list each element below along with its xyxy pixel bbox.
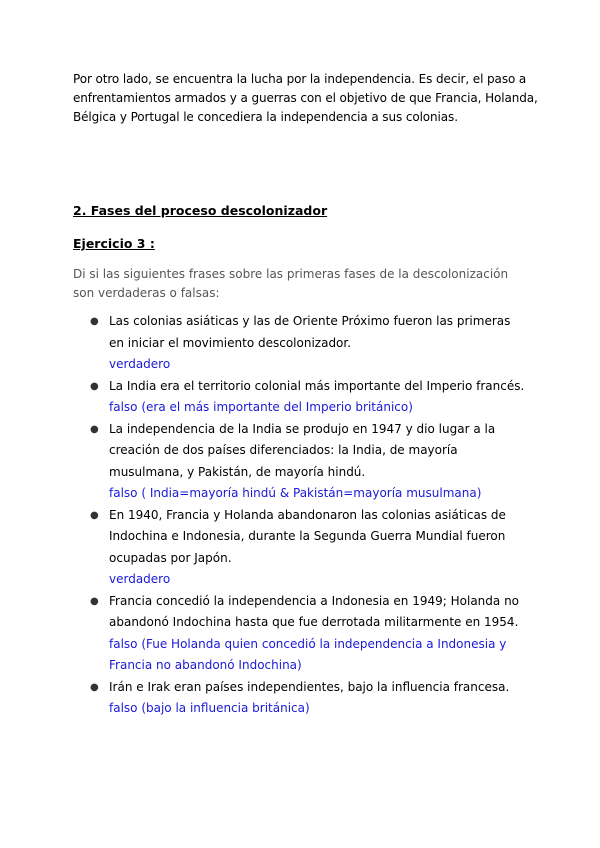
intro-paragraph: Por otro lado, se encuentra la lucha por la independencia. Es decir, el paso a enfrentamientos armados y a guerras con el objetivo de que Francia, Holanda, Bélgica y Portugal le concediera la independencia a sus colonias. bbox=[73, 72, 538, 124]
list-item bbox=[90, 376, 529, 419]
list-item bbox=[90, 311, 529, 376]
list-item bbox=[90, 677, 529, 720]
bullet-icon: ● bbox=[90, 423, 99, 435]
statement-text: La independencia de la India se produjo en 1947 y dio lugar a la creación de dos países diferenciados: la India, de mayoría musulmana, y Pakistán, de mayoría hindú. bbox=[109, 421, 496, 479]
answer-text: falso (Fue Holanda quien concedió la independencia a Indonesia y Francia no abandonó Indochina) bbox=[109, 636, 507, 672]
statement-text: Las colonias asiáticas y las de Oriente Próximo fueron las primeras en iniciar el movimiento descolonizador. bbox=[109, 314, 511, 350]
bullet-icon: ● bbox=[90, 380, 99, 392]
statement-text: La India era el territorio colonial más importante del Imperio francés. bbox=[109, 378, 525, 393]
bullet-icon: ● bbox=[90, 681, 99, 693]
statement-list bbox=[90, 311, 529, 720]
statement-text: En 1940, Francia y Holanda abandonaron las colonias asiáticas de Indochina e Indonesia, durante la Segunda Guerra Mundial fueron ocupadas por Japón. bbox=[109, 507, 506, 565]
answer-text: verdadero bbox=[109, 357, 171, 371]
section-title: 2. Fases del proceso descolonizador bbox=[73, 203, 328, 218]
answer-text: falso (bajo la influencia británica) bbox=[109, 701, 310, 715]
bullet-icon: ● bbox=[90, 316, 99, 327]
exercise-instructions: Di si las siguientes frases sobre las primeras fases de la descolonización son verdaderas o falsas: bbox=[73, 267, 509, 300]
bullet-icon: ● bbox=[90, 509, 99, 521]
statement-text: Francia concedió la independencia a Indonesia en 1949; Holanda no abandonó Indochina hasta que fue derrotada militarmente en 1954. bbox=[109, 593, 520, 629]
list-item bbox=[90, 419, 529, 505]
list-item bbox=[90, 591, 529, 677]
answer-text: falso (era el más importante del Imperio británico) bbox=[109, 400, 413, 414]
statement-text: Irán e Irak eran países independientes, bajo la influencia francesa. bbox=[109, 679, 510, 694]
answer-text: falso ( India=mayoría hindú & Pakistán=mayoría musulmana) bbox=[109, 486, 482, 500]
answer-text: verdadero bbox=[109, 572, 171, 586]
list-item bbox=[90, 505, 529, 591]
exercise-title: Ejercicio 3 : bbox=[73, 236, 155, 251]
bullet-icon: ● bbox=[90, 595, 99, 607]
